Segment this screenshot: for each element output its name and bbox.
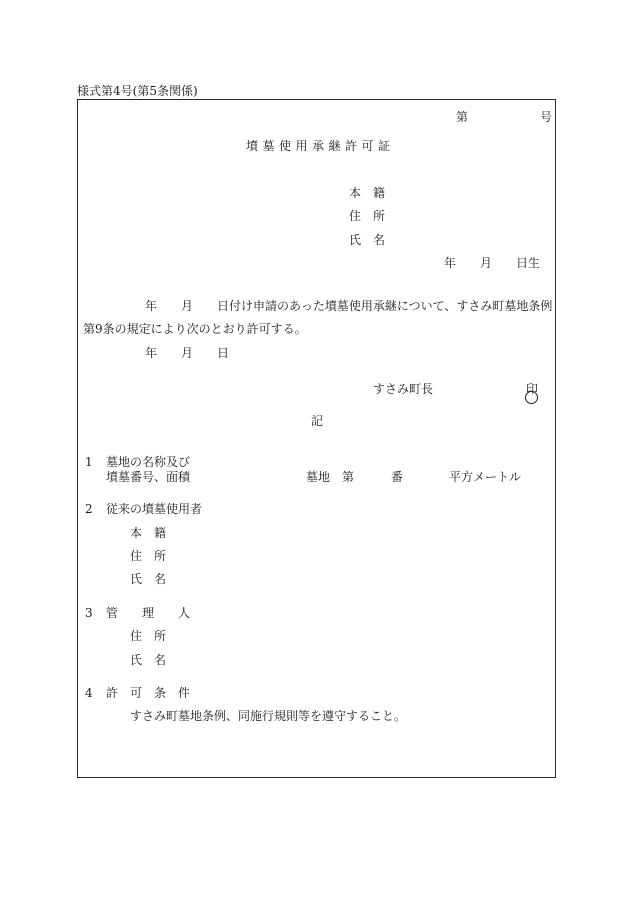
certificate-frame [77, 99, 556, 778]
applicant-address-label: 住 所 [349, 209, 386, 223]
mayor-title: すさみ町長 [373, 382, 434, 396]
applicant-birthdate: 年 月 日生 [444, 256, 541, 270]
item2-name-label: 氏 名 [130, 572, 167, 586]
applicant-honseki-label: 本 籍 [349, 186, 386, 200]
item1-label-line2: 墳墓番号、面積 [106, 470, 191, 484]
item1-plot-value: 墓地 第 [306, 470, 355, 484]
item4-number: 4 [85, 686, 93, 700]
seal-mark: 印 [526, 382, 539, 396]
item3-address-label: 住 所 [130, 629, 167, 643]
issue-date: 年 月 日 [145, 346, 230, 360]
seal-circle-icon [525, 391, 538, 404]
item1-area-value: 平方メートル [449, 470, 522, 484]
body-line-2: 第9条の規定により次のとおり許可する。 [83, 322, 307, 336]
item2-label: 従来の墳墓使用者 [106, 502, 203, 516]
item1-number-value: 番 [391, 470, 404, 484]
document-title: 墳墓使用承継許可証 [246, 139, 395, 153]
ki-heading: 記 [311, 414, 324, 428]
body-line-1: 年 月 日付け申請のあった墳墓使用承継について、すさみ町墓地条例 [145, 299, 553, 313]
item4-label: 許 可 条 件 [106, 686, 191, 700]
item1-label-line1: 墓地の名称及び [106, 455, 191, 469]
item4-text: すさみ町墓地条例、同施行規則等を遵守すること。 [130, 709, 407, 723]
item2-address-label: 住 所 [130, 549, 167, 563]
applicant-name-label: 氏 名 [349, 233, 386, 247]
item1-number: 1 [85, 455, 93, 469]
item3-label: 管 理 人 [106, 606, 191, 620]
certificate-number: 第 号 [456, 110, 553, 124]
item2-number: 2 [85, 502, 93, 516]
form-label: 様式第4号(第5条関係) [77, 84, 198, 98]
item2-honseki-label: 本 籍 [130, 526, 167, 540]
item3-number: 3 [85, 606, 93, 620]
item3-name-label: 氏 名 [130, 653, 167, 667]
